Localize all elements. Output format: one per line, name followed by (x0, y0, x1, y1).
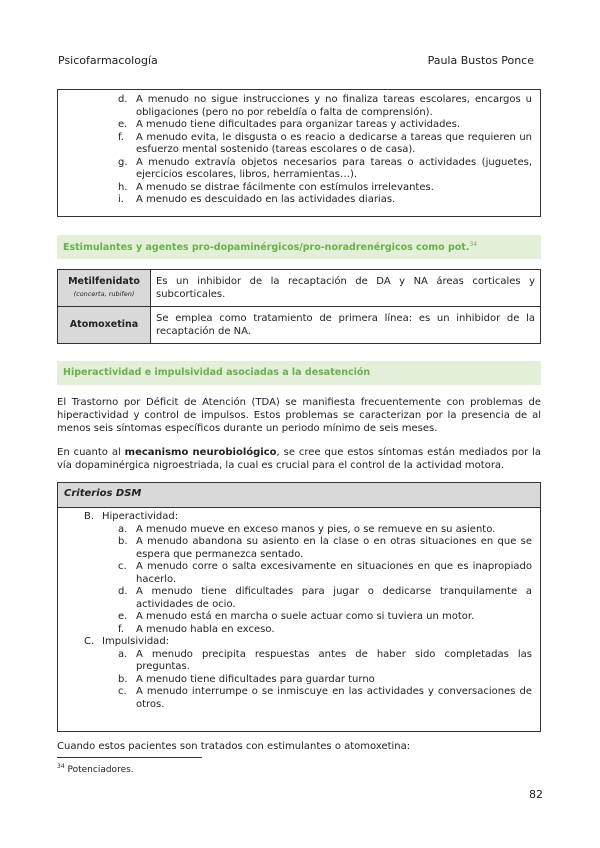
dsm-item (118, 524, 532, 537)
section-band-text: Estimulantes y agentes pro-dopaminérgicos/pro-noradrenérgicos como pot. (63, 242, 470, 254)
list-marker: g. (118, 156, 128, 168)
list-text: A menudo precipita respuestas antes de haber sido completadas las preguntas. (136, 648, 532, 672)
section-band-hyperactivity (57, 361, 541, 385)
drug-row (58, 307, 541, 344)
list-marker: d. (118, 586, 128, 597)
list-text: A menudo está en marcha o suele actuar como si tuviera un motor. (136, 611, 475, 622)
drug-name-text: Metilfenidato (68, 276, 140, 287)
dsm-item (118, 649, 532, 674)
drug-row (58, 270, 541, 307)
list-text: A menudo evita, le disgusta o es reacio a dedicarse a tareas que requieren un esfuerzo mental sostenido (tareas escolares o de casa). (136, 131, 532, 155)
dsm-item (118, 611, 532, 624)
list-item (118, 182, 532, 195)
list-marker: e. (118, 611, 128, 622)
paragraph-mechanism (57, 446, 541, 472)
section-marker: B. (84, 511, 95, 522)
drug-table (57, 269, 541, 344)
footnote-text: Potenciadores. (64, 765, 134, 775)
list-marker: d. (118, 94, 128, 105)
list-text: A menudo se distrae fácilmente con estímulos irrelevantes. (136, 181, 434, 193)
criteria-continuation-box (57, 89, 541, 217)
list-marker: h. (118, 181, 128, 193)
list-marker: f. (118, 131, 124, 143)
drug-description: Es un inhibidor de la recaptación de DA y NA áreas corticales y subcorticales. (151, 270, 541, 307)
list-text: A menudo habla en exceso. (136, 623, 275, 635)
paragraph-tda: El Trastorno por Déficit de Atención (TDA) se manifiesta frecuentemente con problemas de hiperactividad y control de impulsos. Estos problemas se caracterizan por la presencia de al menos seis síntomas específicos durante un periodo mínimo de seis meses. (57, 397, 541, 434)
list-text: A menudo mueve en exceso manos y pies, o se remueve en su asiento. (136, 523, 496, 535)
dsm-criteria-box (57, 482, 541, 732)
paragraph-text: , se cree que estos síntomas están mediados por la vía dopaminérgica nigroestriada, la cual es crucial para el control de la actividad motora. (57, 447, 541, 471)
dsm-section (84, 636, 532, 649)
list-text: A menudo no sigue instrucciones y no finaliza tareas escolares, encargos u obligaciones (pero no por rebeldía o falta de comprensión). (136, 94, 532, 118)
list-text: A menudo corre o salta excesivamente en situaciones en que es inapropiado hacerlo. (136, 561, 532, 585)
list-item (118, 194, 532, 207)
list-marker: a. (118, 523, 128, 535)
drug-name (58, 270, 151, 307)
list-marker: b. (118, 673, 128, 685)
section-label: Impulsividad: (102, 636, 170, 647)
dsm-sub-list (84, 524, 532, 637)
dsm-body (58, 508, 540, 711)
footnote (57, 763, 134, 775)
section-marker: C. (84, 636, 95, 647)
criteria-list (118, 94, 532, 207)
section-band-text: Hiperactividad e impulsividad asociadas a la desatención (63, 367, 371, 378)
drug-description: Se emplea como tratamiento de primera línea: es un inhibidor de la recaptación de NA. (151, 307, 541, 344)
list-text: A menudo interrumpe o se inmiscuye en las actividades y conversaciones de otros. (136, 686, 532, 710)
header-right: Paula Bustos Ponce (427, 54, 534, 67)
dsm-item (118, 686, 532, 711)
page-number: 82 (529, 788, 543, 801)
list-text: A menudo tiene dificultades para organizar tareas y actividades. (136, 119, 461, 130)
list-item (118, 94, 532, 119)
dsm-item (118, 674, 532, 687)
dsm-item (118, 624, 532, 637)
dsm-sub-list (84, 649, 532, 712)
list-item (118, 119, 532, 132)
list-text: A menudo extravía objetos necesarios para tareas o actividades (juguetes, ejercicios escolares, libros, herramientas…). (136, 156, 532, 180)
header-left: Psicofarmacología (58, 54, 158, 67)
list-marker: c. (118, 686, 127, 697)
dsm-item (118, 536, 532, 561)
list-marker: i. (118, 194, 124, 205)
dsm-section (84, 511, 532, 524)
section-band-stimulants (57, 235, 541, 259)
dsm-title: Criterios DSM (58, 483, 540, 508)
drug-brands: (concerta, rubifen) (73, 290, 135, 298)
dsm-item (118, 586, 532, 611)
drug-name-text: Atomoxetina (69, 319, 139, 330)
list-marker: a. (118, 648, 128, 660)
list-marker: f. (118, 623, 124, 635)
section-label: Hiperactividad: (102, 511, 179, 522)
list-text: A menudo tiene dificultades para guardar turno (136, 673, 375, 685)
list-text: A menudo abandona su asiento en la clase o en otras situaciones en que se espera que permanezca sentado. (136, 536, 532, 560)
drug-name (58, 307, 151, 344)
paragraph-treatment: Cuando estos pacientes son tratados con estimulantes o atomoxetina: (57, 741, 411, 752)
list-text: A menudo es descuidado en las actividades diarias. (136, 194, 396, 205)
list-item (118, 157, 532, 182)
footnote-number: 34 (57, 763, 65, 770)
list-text: A menudo tiene dificultades para jugar o dedicarse tranquilamente a actividades de ocio. (136, 586, 532, 610)
dsm-item (118, 561, 532, 586)
list-marker: b. (118, 536, 128, 547)
list-marker: c. (118, 561, 127, 572)
paragraph-text: En cuanto al (57, 447, 125, 458)
paragraph-bold: mecanismo neurobiológico (124, 447, 277, 458)
list-marker: e. (118, 119, 128, 130)
footnote-ref: 34 (469, 241, 478, 248)
list-item (118, 132, 532, 157)
footnote-divider (57, 757, 202, 758)
